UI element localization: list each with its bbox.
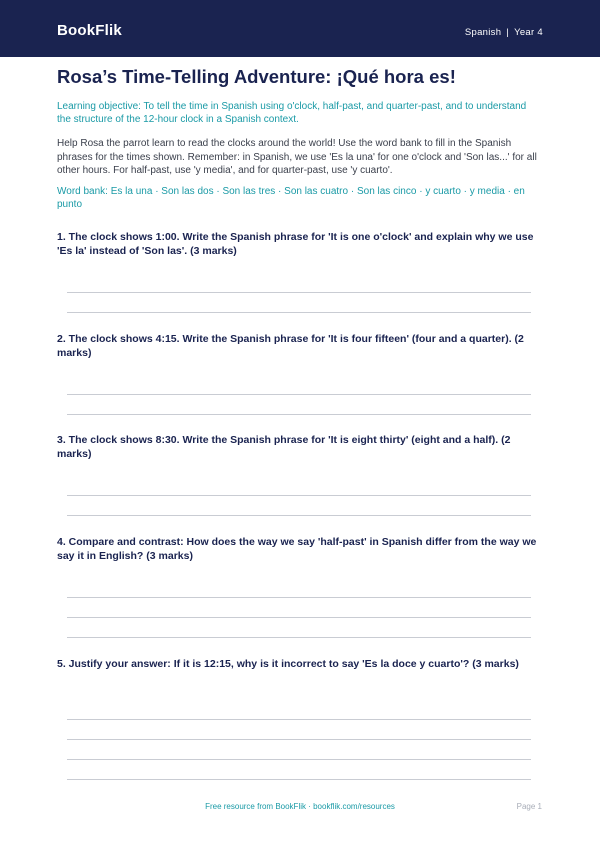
worksheet-title: Rosa’s Time-Telling Adventure: ¡Qué hora es! [57, 66, 456, 87]
question-3: 3. The clock shows 8:30. Write the Spanish phrase for 'It is eight thirty' (eight and a half). (2 marks) [57, 434, 511, 460]
answer-line[interactable] [67, 617, 531, 618]
intro-text: Help Rosa the parrot learn to read the clocks around the world! Use the word bank to fill in the Spanish phrases for the times shown. Remember: in Spanish, we use 'Es la una' for one o'clock and 'Son las...' for all other hours. For half-past, use 'y media', and for quarter-past, use 'y cuarto'. [57, 138, 537, 176]
word-bank: Word bank: Es la una · Son las dos · Son las tres · Son las cuatro · Son las cinco · y cuarto · y media · en punto [57, 186, 525, 210]
answer-line[interactable] [67, 414, 531, 415]
answer-line[interactable] [67, 394, 531, 395]
answer-line[interactable] [67, 719, 531, 720]
subject-year [465, 27, 543, 38]
page-number: Page 1 [516, 802, 542, 811]
footer-resource-link[interactable]: Free resource from BookFlik · bookflik.com/resources [205, 802, 395, 811]
answer-line[interactable] [67, 739, 531, 740]
answer-line[interactable] [67, 779, 531, 780]
question-5: 5. Justify your answer: If it is 12:15, why is it incorrect to say 'Es la doce y cuarto'? (3 marks) [57, 658, 519, 670]
header-bar [0, 0, 600, 57]
answer-line[interactable] [67, 292, 531, 293]
answer-line[interactable] [67, 312, 531, 313]
year-label: Year 4 [514, 27, 543, 38]
answer-line[interactable] [67, 515, 531, 516]
meta-separator: | [506, 27, 510, 38]
answer-line[interactable] [67, 495, 531, 496]
learning-objective: Learning objective: To tell the time in Spanish using o'clock, half-past, and quarter-past, and to understand the structure of the 12-hour clock in a Spanish context. [57, 101, 527, 125]
answer-line[interactable] [67, 759, 531, 760]
question-4: 4. Compare and contrast: How does the way we say 'half-past' in Spanish differ from the way we say it in English? (3 marks) [57, 536, 537, 562]
question-2: 2. The clock shows 4:15. Write the Spanish phrase for 'It is four fifteen' (four and a quarter). (2 marks) [57, 333, 524, 359]
subject-label: Spanish [464, 27, 502, 38]
question-1: 1. The clock shows 1:00. Write the Spanish phrase for 'It is one o'clock' and explain why we use 'Es la' instead of 'Son las'. (3 marks) [57, 231, 534, 257]
answer-line[interactable] [67, 637, 531, 638]
brand-logo: BookFlik [57, 22, 122, 39]
answer-line[interactable] [67, 597, 531, 598]
